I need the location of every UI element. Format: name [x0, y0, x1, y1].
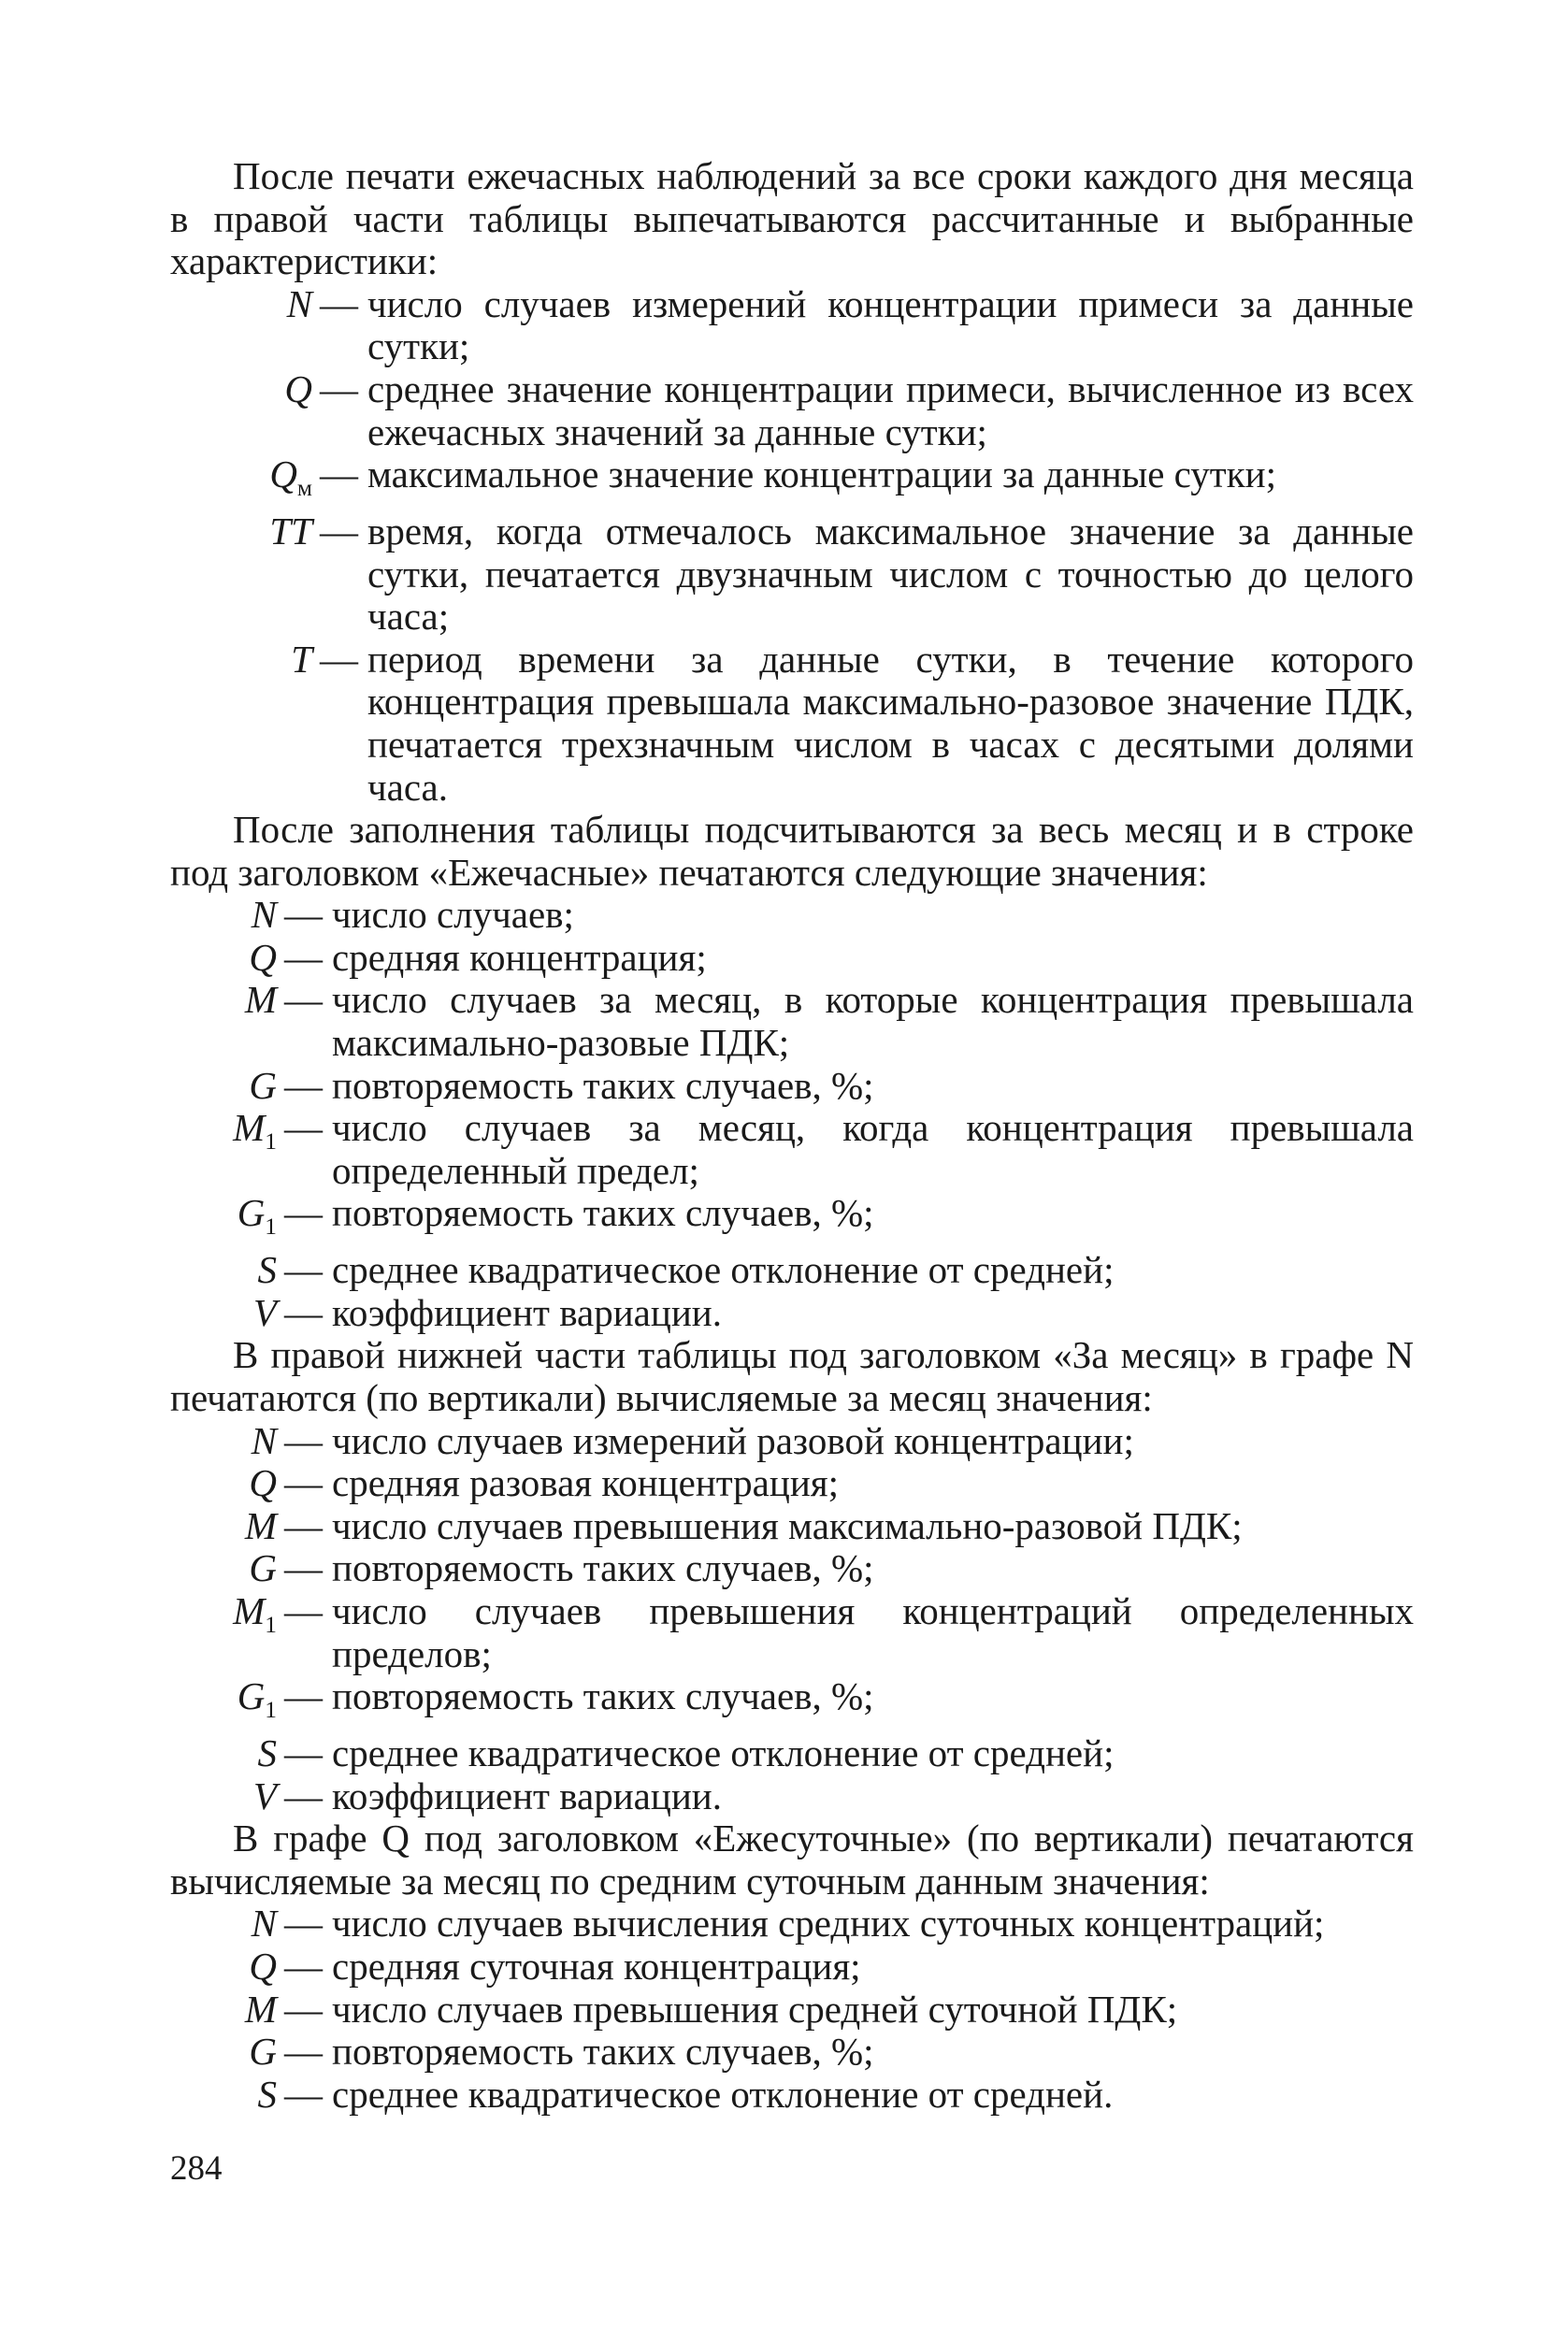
definition-symbol: G — [249, 1063, 277, 1107]
definition-text: число случаев превышения максимально-разовой ПДК; — [332, 1503, 1243, 1547]
em-dash: — — [284, 2030, 323, 2074]
definition-item — [170, 1675, 1414, 1732]
definition-symbol: G — [249, 1546, 277, 1590]
definition-text: число случаев; — [332, 893, 574, 937]
definition-item — [170, 368, 1414, 453]
definition-item — [170, 1249, 1414, 1292]
em-dash: — — [284, 893, 323, 937]
em-dash: — — [284, 1546, 323, 1590]
definition-symbol: TT — [269, 509, 312, 553]
definition-item — [170, 510, 1414, 639]
definition-list-daily — [170, 283, 1414, 809]
em-dash: — — [284, 1674, 323, 1718]
definition-text: среднее квадратическое отклонение от средней; — [332, 1731, 1115, 1774]
paragraph-hourly: После заполнения таблицы подсчитываются за весь месяц и в строке под заголовком «Ежечасные» печатаются следующие значения: — [170, 808, 1414, 894]
definition-symbol: G — [249, 2030, 277, 2074]
definition-text: повторяемость таких случаев, %; — [332, 1546, 874, 1590]
definition-symbol: S — [257, 2072, 277, 2116]
paragraph-monthly: В правой нижней части таблицы под заголовком «За месяц» в графе N печатаются (по вертикали) вычисляемые за месяц значения: — [170, 1333, 1414, 1419]
definition-text: среднее квадратическое отклонение от средней. — [332, 2072, 1114, 2116]
em-dash: — — [284, 2072, 323, 2116]
definition-item — [170, 1420, 1414, 1463]
definition-item — [170, 1192, 1414, 1249]
definition-symbol: $G_1$ — [237, 1191, 277, 1241]
definition-text: число случаев за месяц, в которые концентрация превышала максимально-разовые ПДК; — [332, 978, 1414, 1065]
definition-symbol: $G_1$ — [237, 1674, 277, 1724]
definition-item — [170, 1903, 1414, 1946]
definition-list-daily-means — [170, 1903, 1414, 2116]
paragraph-intro-daily: После печати ежечасных наблюдений за все сроки каждого дня месяца в правой части таблицы выпечатываются рассчитанные и выбранные характеристики: — [170, 154, 1414, 283]
definition-item — [170, 1775, 1414, 1818]
definition-item — [170, 1505, 1414, 1548]
em-dash: — — [284, 1503, 323, 1547]
definition-symbol: T — [291, 637, 312, 681]
definition-text: число случаев превышения концентраций определенных пределов; — [332, 1588, 1414, 1675]
em-dash: — — [284, 1191, 323, 1235]
definition-item — [170, 453, 1414, 510]
definition-text: число случаев за месяц, когда концентрация превышала определенный предел; — [332, 1106, 1414, 1192]
em-dash: — — [284, 1063, 323, 1107]
definition-item — [170, 1107, 1414, 1192]
definition-symbol: $M_1$ — [233, 1106, 277, 1156]
paragraph-daily-means: В графе Q под заголовком «Ежесуточные» (по вертикали) печатаются вычисляемые за месяц по средним суточным данным значения: — [170, 1817, 1414, 1903]
definition-text: коэффициент вариации. — [332, 1774, 722, 1817]
em-dash: — — [284, 935, 323, 979]
definition-text: период времени за данные сутки, в течение которого концентрация превышала максимально-разовое значение ПДК, печатается трехзначным числом в часах с десятыми долями часа. — [367, 637, 1414, 809]
definition-text: число случаев измерений концентрации примеси за данные сутки; — [367, 281, 1414, 368]
em-dash: — — [284, 978, 323, 1022]
definition-list-monthly — [170, 1420, 1414, 1818]
em-dash: — — [284, 1731, 323, 1774]
definition-text: повторяемость таких случаев, %; — [332, 2030, 874, 2074]
definition-symbol: Q — [249, 1944, 277, 1988]
definition-item — [170, 1065, 1414, 1108]
em-dash: — — [284, 1418, 323, 1462]
em-dash: — — [284, 1106, 323, 1150]
definition-item — [170, 1590, 1414, 1675]
definition-text: среднее квадратическое отклонение от средней; — [332, 1248, 1115, 1292]
em-dash: — — [320, 637, 358, 681]
definition-symbol: N — [251, 1902, 277, 1946]
definition-item — [170, 283, 1414, 368]
definition-symbol: V — [252, 1290, 277, 1334]
definition-text: повторяемость таких случаев, %; — [332, 1674, 874, 1718]
definition-symbol: M — [244, 1987, 277, 2031]
definition-text: коэффициент вариации. — [332, 1290, 722, 1334]
definition-item — [170, 639, 1414, 809]
definition-item — [170, 2031, 1414, 2074]
definition-symbol: Q — [249, 1461, 277, 1505]
definition-text: время, когда отмечалось максимальное значение за данные сутки, печатается двузначным числом с точностью до целого часа; — [367, 509, 1414, 639]
definition-symbol: M — [244, 978, 277, 1022]
em-dash: — — [284, 1290, 323, 1334]
definition-item — [170, 1462, 1414, 1505]
em-dash: — — [284, 1248, 323, 1292]
definition-item — [170, 1732, 1414, 1775]
em-dash: — — [320, 366, 358, 410]
definition-text: максимальное значение концентрации за данные сутки; — [367, 452, 1276, 496]
definition-text: повторяемость таких случаев, %; — [332, 1063, 874, 1107]
page-number: 284 — [170, 2149, 223, 2188]
definition-item — [170, 979, 1414, 1064]
definition-text: средняя концентрация; — [332, 935, 707, 979]
definition-text: средняя суточная концентрация; — [332, 1944, 861, 1988]
em-dash: — — [284, 1588, 323, 1632]
definition-text: число случаев превышения средней суточной ПДК; — [332, 1987, 1178, 2031]
definition-list-hourly — [170, 894, 1414, 1334]
em-dash: — — [320, 452, 358, 496]
em-dash: — — [320, 509, 358, 553]
definition-text: среднее значение концентрации примеси, вычисленное из всех ежечасных значений за данные сутки; — [367, 366, 1414, 453]
definition-symbol: N — [251, 893, 277, 937]
definition-item — [170, 1547, 1414, 1590]
definition-text: повторяемость таких случаев, %; — [332, 1191, 874, 1235]
definition-symbol: $Q_м$ — [269, 452, 312, 502]
definition-item — [170, 937, 1414, 980]
definition-item — [170, 1292, 1414, 1335]
definition-symbol: Q — [249, 935, 277, 979]
em-dash: — — [320, 281, 358, 325]
definition-text: число случаев измерений разовой концентрации; — [332, 1418, 1134, 1462]
em-dash: — — [284, 1987, 323, 2031]
definition-item — [170, 894, 1414, 937]
definition-text: число случаев вычисления средних суточных концентраций; — [332, 1902, 1325, 1946]
definition-symbol: S — [257, 1731, 277, 1774]
definition-item — [170, 2074, 1414, 2117]
definition-symbol: Q — [284, 366, 312, 410]
definition-symbol: M — [244, 1503, 277, 1547]
em-dash: — — [284, 1461, 323, 1505]
definition-item — [170, 1946, 1414, 1989]
page-text — [170, 155, 1414, 2116]
definition-symbol: $M_1$ — [233, 1588, 277, 1639]
em-dash: — — [284, 1774, 323, 1817]
definition-symbol: V — [252, 1774, 277, 1817]
definition-symbol: N — [286, 281, 312, 325]
em-dash: — — [284, 1902, 323, 1946]
definition-item — [170, 1989, 1414, 2032]
em-dash: — — [284, 1944, 323, 1988]
definition-symbol: S — [257, 1248, 277, 1292]
definition-text: средняя разовая концентрация; — [332, 1461, 840, 1505]
definition-symbol: N — [251, 1418, 277, 1462]
